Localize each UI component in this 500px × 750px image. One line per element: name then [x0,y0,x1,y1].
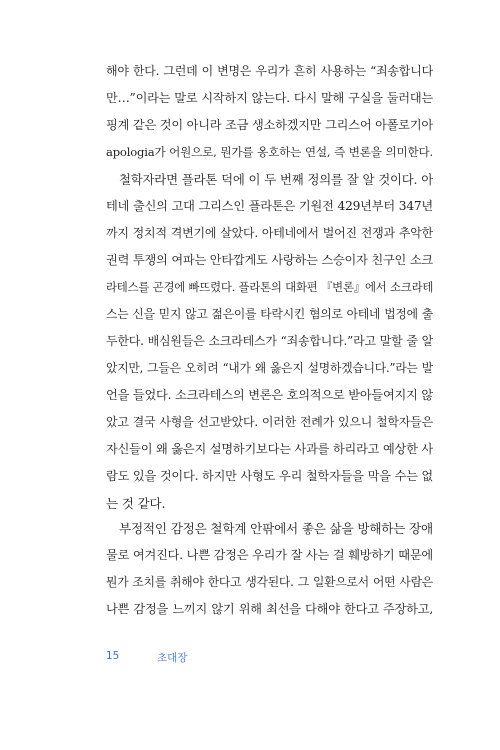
text-line: 나쁜 감정을 느끼지 않기 위해 최선을 다해야 한다고 주장하고, [106,602,433,616]
page-number: 15 [106,650,120,662]
text-line: 람도 있을 것이다. 하지만 사형도 우리 철학자들을 막을 수는 없 [106,469,433,483]
text-line: 는 것 같다. [106,496,166,511]
text-line: 철학자라면 플라톤 덕에 이 두 번째 정의를 잘 알 것이다. 아 [119,172,433,187]
paragraph-1 [106,58,433,166]
text-line: 았지만, 그들은 오히려 “내가 왜 옳은지 설명하겠습니다.”라는 발 [106,361,433,375]
text-line: 았고 결국 사형을 선고받았다. 이러한 전례가 있으니 철학자들은 [106,415,433,429]
text-line: 권력 투쟁의 여파는 안타깝게도 사랑하는 스승이자 친구인 소크 [106,253,433,267]
chapter-title: 초대장 [157,652,188,664]
text-line: 자신들이 왜 옳은지 설명하기보다는 사과를 하리라고 예상한 사 [106,442,433,456]
paragraph-3 [106,515,433,623]
text-line: 물로 여겨진다. 나쁜 감정은 우리가 잘 사는 걸 훼방하기 때문에 [106,548,433,562]
paragraph-2 [106,166,433,517]
text-line: 부정적인 감정은 철학계 안팎에서 좋은 삶을 방해하는 장애 [119,521,433,536]
text-line: 까지 정치적 격변기에 살았다. 아테네에서 벌어진 전쟁과 추악한 [106,226,433,240]
text-line: 만…”이라는 말로 시작하지 않는다. 다시 말해 구실을 둘러대는 [106,91,433,105]
text-line: apologia가 어원으로, 뭔가를 옹호하는 연설, 즉 변론을 의미한다. [106,145,433,159]
text-line: 뭔가 조치를 취해야 한다고 생각된다. 그 일환으로서 어떤 사람은 [106,575,433,589]
text-line: 해야 한다. 그런데 이 변명은 우리가 흔히 사용하는 “죄송합니다 [106,64,433,78]
text-line: 언을 들었다. 소크라테스의 변론은 호의적으로 받아들여지지 않 [106,388,433,402]
text-line: 두한다. 배심원들은 소크라테스가 “죄송합니다.”라고 말할 줄 알 [106,334,433,348]
text-line: 테네 출신의 고대 그리스인 플라톤은 기원전 429년부터 347년 [106,199,433,213]
text-line: 라테스를 곤경에 빠뜨렸다. 플라톤의 대화편 『변론』에서 소크라테 [106,280,434,294]
text-line: 스는 신을 믿지 않고 젊은이를 타락시킨 혐의로 아테네 법정에 출 [106,307,433,321]
text-line: 핑계 같은 것이 아니라 조금 생소하겠지만 그리스어 아폴로기아 [106,118,433,132]
